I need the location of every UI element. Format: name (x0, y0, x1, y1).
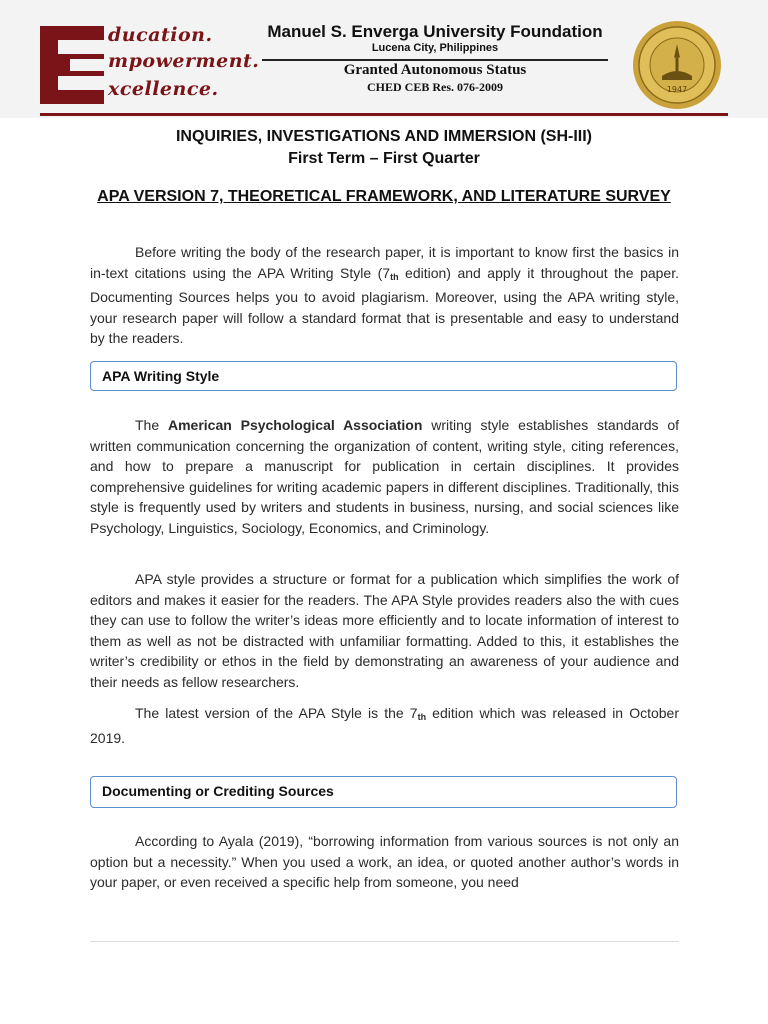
footer-divider (90, 941, 679, 942)
apa-structure-text: APA style provides a structure or format for a publication which simplifies the work of editors and makes it easier for the readers. The APA Style provides readers also the with cues they can use to follow the writer’s ideas more efficiently and to locate information of interest to them as well as not be distracted with unfamiliar formatting. Added to this, it establishes the writer’s credibility or ethos in the field by demonstrating an awareness of your audience and their needs as fellow researchers. (90, 571, 679, 690)
motto-excellence: xcellence. (108, 78, 219, 100)
section-heading-documenting-sources (90, 776, 677, 808)
documenting-paragraph (90, 831, 679, 893)
university-name: Manuel S. Enverga University Foundation (267, 22, 603, 41)
university-seal-icon (632, 20, 722, 110)
apa-org-name: American Psychological Association (167, 417, 423, 433)
intro-text-2: edition) and apply it throughout the paper. Documenting Sources helps you to avoid plagiarism. Moreover, using the APA writing style, your research paper will follow a standard format that is presentable and easy to understand by the readers. (90, 264, 679, 346)
section-heading-text: Documenting or Crediting Sources (102, 783, 334, 799)
ched-resolution: CHED CEB Res. 076-2009 (366, 80, 503, 94)
apa-definition-paragraph (90, 415, 679, 538)
motto-empowerment: mpowerment. (108, 50, 260, 72)
apa-def-text-pre: The (135, 417, 168, 433)
term-title: First Term – First Quarter (288, 150, 480, 167)
apa-version-text-pre: The latest version of the APA Style is the 7 (135, 705, 418, 721)
documenting-text: According to Ayala (2019), “borrowing information from various sources is not only an option but a necessity.” When you used a work, an idea, or quoted another author’s words in your paper, or even received a specific help from someone, you need (90, 833, 679, 890)
topic-title: APA VERSION 7, THEORETICAL FRAMEWORK, AND LITERATURE SURVEY (97, 188, 671, 205)
apa-version-paragraph (90, 703, 679, 748)
apa-def-text-post: writing style establishes standards of written communication concerning the organization of content, writing style, citing references, and how to prepare a manuscript for publication in certain disciplines. It provides comprehensive guidelines for writing academic papers in different disciplines. Traditionally, this style is frequently used by writers and students in business, nursing, and social sciences like Psychology, Linguistics, Sociology, Economics, and Criminology. (90, 417, 680, 536)
document-header (0, 0, 768, 118)
apa-version-text-post: edition which was released in October 2019. (90, 705, 679, 746)
header-divider (262, 59, 608, 61)
seal-year: 1947 (666, 85, 688, 94)
apa-structure-paragraph (90, 569, 679, 692)
motto-education: ducation. (108, 24, 213, 46)
apa-version-superscript: th (417, 712, 427, 722)
intro-paragraph (90, 242, 679, 349)
autonomous-status: Granted Autonomous Status (343, 62, 527, 78)
section-heading-text: APA Writing Style (102, 368, 220, 384)
header-underline (40, 113, 728, 116)
intro-superscript: th (390, 271, 399, 282)
course-title: INQUIRIES, INVESTIGATIONS AND IMMERSION (SH-III) (175, 128, 592, 145)
section-heading-apa-writing-style (90, 361, 677, 391)
university-location: Lucena City, Philippines (371, 42, 499, 54)
intro-text-1: Before writing the body of the research paper, it is important to know first the basics in in-text citations using the APA Writing Style (7 (90, 244, 679, 281)
university-logo-e (40, 26, 104, 104)
